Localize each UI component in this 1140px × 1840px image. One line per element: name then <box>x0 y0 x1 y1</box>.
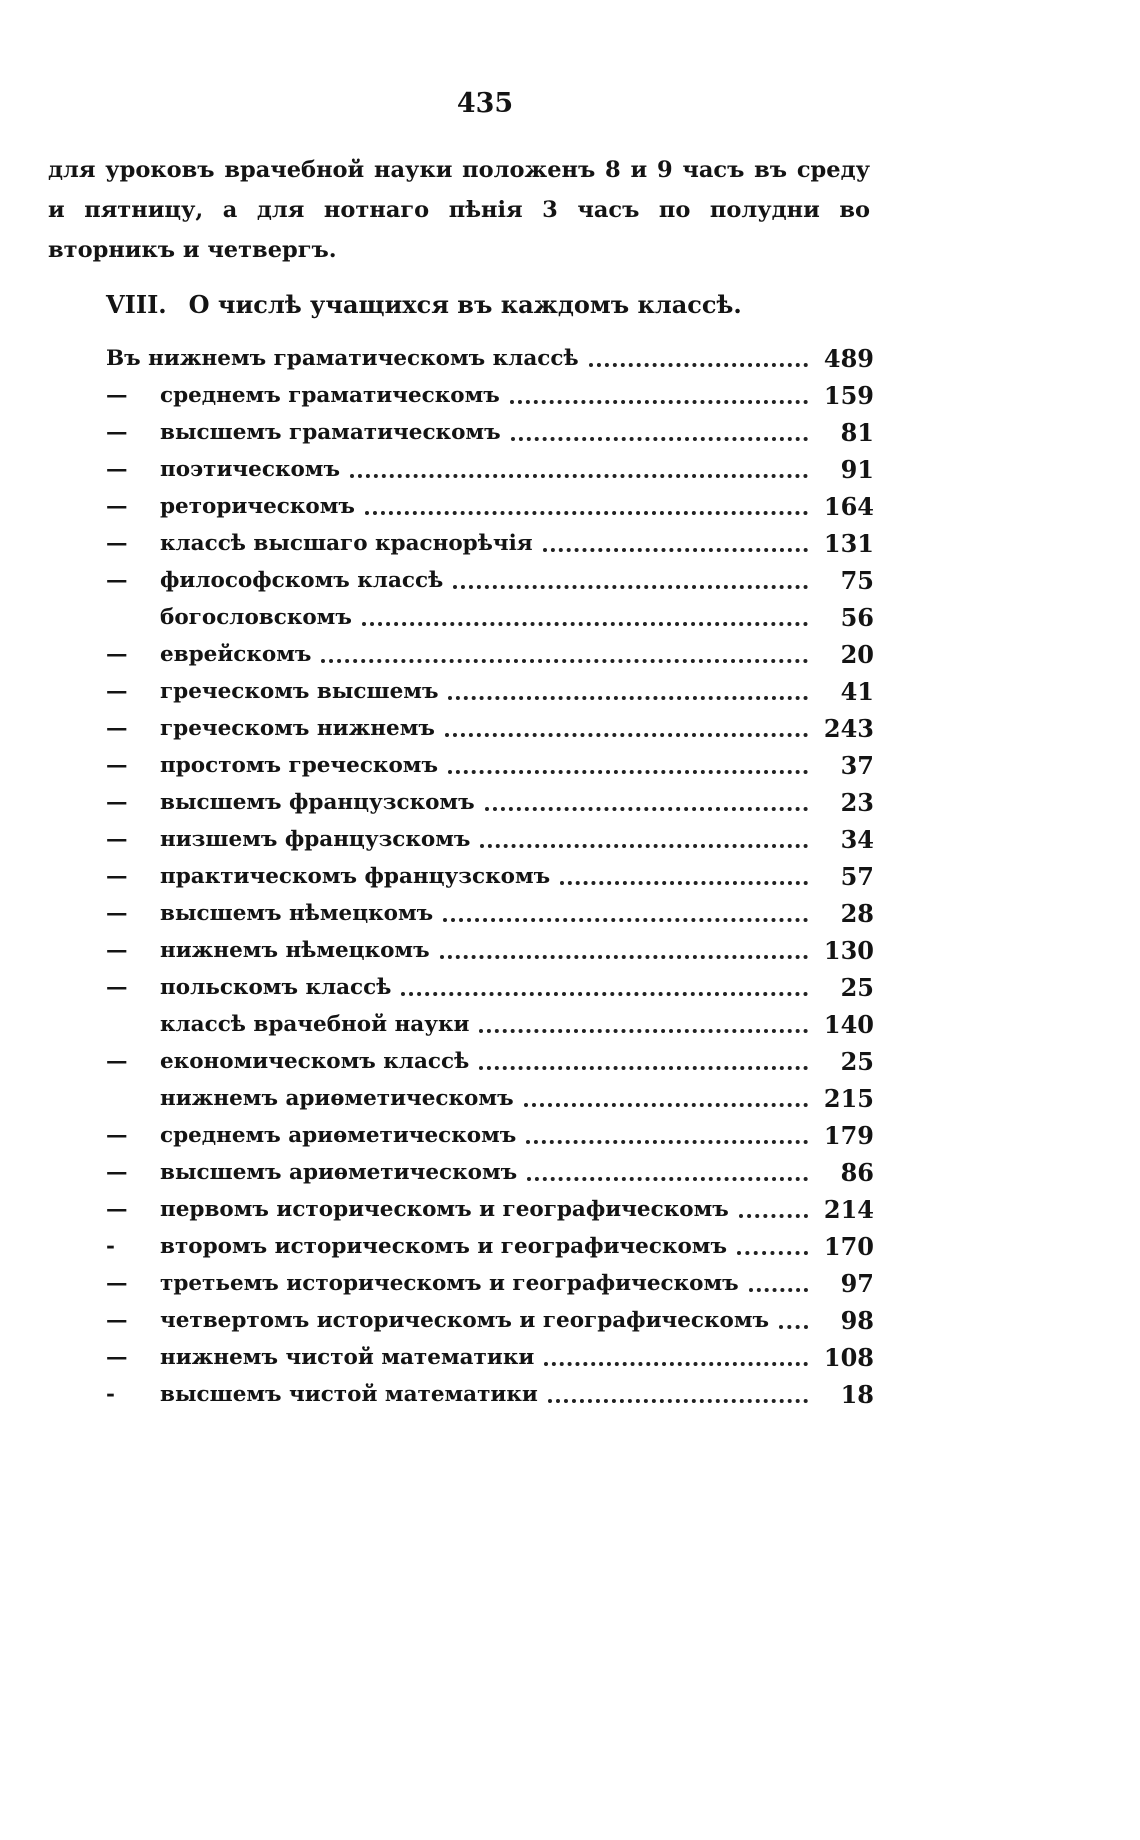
student-count: 130 <box>823 936 874 965</box>
row-dash: — <box>106 1197 128 1222</box>
enrollment-row <box>106 340 874 377</box>
class-name: еврейскомъ <box>160 642 312 667</box>
class-name: нижнемъ нѣмецкомъ <box>160 938 430 963</box>
class-name: греческомъ нижнемъ <box>160 716 435 741</box>
section-title: О числѣ учащихся въ каждомъ классѣ. <box>188 290 742 319</box>
enrollment-row <box>106 1265 874 1302</box>
class-name: низшемъ французскомъ <box>160 827 471 852</box>
enrollment-row <box>106 1080 874 1117</box>
row-dash: — <box>106 1123 128 1148</box>
row-dash: — <box>106 383 128 408</box>
dot-leader <box>548 1399 808 1403</box>
class-name: высшемъ нѣмецкомъ <box>160 901 434 926</box>
student-count: 214 <box>823 1195 874 1224</box>
class-name: поэтическомъ <box>160 457 340 482</box>
row-dash: — <box>106 1308 128 1333</box>
enrollment-row <box>106 932 874 969</box>
class-name: практическомъ французскомъ <box>160 864 551 889</box>
student-count: 25 <box>840 1047 874 1076</box>
student-count: 179 <box>823 1121 874 1150</box>
class-name: четвертомъ историческомъ и географическомъ <box>160 1308 770 1333</box>
class-name: второмъ историческомъ и географическомъ <box>160 1234 727 1259</box>
student-count: 37 <box>840 751 874 780</box>
enrollment-row <box>106 1117 874 1154</box>
dot-leader <box>350 474 808 478</box>
enrollment-row <box>106 895 874 932</box>
enrollment-row <box>106 1154 874 1191</box>
enrollment-row <box>106 1043 874 1080</box>
row-dash: — <box>106 1160 128 1185</box>
dot-leader <box>485 807 808 811</box>
dot-leader <box>401 992 808 996</box>
student-count: 23 <box>840 788 874 817</box>
class-name: греческомъ высшемъ <box>160 679 439 704</box>
enrollment-row <box>106 784 874 821</box>
row-dash: — <box>106 864 128 889</box>
dot-leader <box>445 733 808 737</box>
dot-leader <box>443 918 808 922</box>
student-count: 215 <box>823 1084 874 1113</box>
class-name: третьемъ историческомъ и географическомъ <box>160 1271 739 1296</box>
dot-leader <box>527 1177 808 1181</box>
student-count: 56 <box>840 603 874 632</box>
student-count: 91 <box>840 455 874 484</box>
student-count: 170 <box>823 1232 874 1261</box>
student-count: 140 <box>823 1010 874 1039</box>
section-number: VIII. <box>106 290 167 319</box>
dot-leader <box>479 1029 808 1033</box>
row-dash: — <box>106 679 128 704</box>
class-name: економическомъ классѣ <box>160 1049 470 1074</box>
class-name: нижнемъ чистой математики <box>160 1345 535 1370</box>
enrollment-row <box>106 710 874 747</box>
enrollment-row <box>106 1302 874 1339</box>
dot-leader <box>739 1214 808 1218</box>
row-dash: — <box>106 790 128 815</box>
dot-leader <box>365 511 808 515</box>
class-name: высшемъ чистой математики <box>160 1382 538 1407</box>
dot-leader <box>543 548 808 552</box>
class-name: философскомъ классѣ <box>160 568 444 593</box>
dot-leader <box>511 437 808 441</box>
enrollment-row <box>106 414 874 451</box>
row-dash: — <box>106 938 128 963</box>
row-dash: — <box>106 1271 128 1296</box>
row-dash: — <box>106 1049 128 1074</box>
enrollment-row <box>106 1006 874 1043</box>
student-count: 81 <box>840 418 874 447</box>
class-name: классѣ высшаго краснорѣчія <box>160 531 533 556</box>
student-count: 97 <box>840 1269 874 1298</box>
enrollment-row <box>106 488 874 525</box>
student-count: 34 <box>840 825 874 854</box>
dot-leader <box>510 400 808 404</box>
class-name: высшемъ ариѳметическомъ <box>160 1160 518 1185</box>
enrollment-list <box>106 340 874 1413</box>
enrollment-row <box>106 969 874 1006</box>
row-dash: — <box>106 457 128 482</box>
page-number: 435 <box>456 88 514 119</box>
class-name: польскомъ классѣ <box>160 975 392 1000</box>
enrollment-row <box>106 1191 874 1228</box>
enrollment-row <box>106 377 874 414</box>
row-dash: - <box>106 1382 115 1407</box>
row-dash: — <box>106 531 128 556</box>
dot-leader <box>524 1103 808 1107</box>
row-dash: — <box>106 642 128 667</box>
dot-leader <box>589 363 808 367</box>
student-count: 164 <box>823 492 874 521</box>
row-dash: — <box>106 420 128 445</box>
row-dash: — <box>106 753 128 778</box>
class-name: первомъ историческомъ и географическомъ <box>160 1197 729 1222</box>
dot-leader <box>448 696 808 700</box>
dot-leader <box>737 1251 808 1255</box>
dot-leader <box>448 770 808 774</box>
student-count: 131 <box>823 529 874 558</box>
enrollment-row <box>106 636 874 673</box>
student-count: 489 <box>823 344 874 373</box>
student-count: 98 <box>840 1306 874 1335</box>
class-name: среднемъ граматическомъ <box>160 383 500 408</box>
dot-leader <box>779 1325 808 1329</box>
dot-leader <box>479 1066 808 1070</box>
enrollment-row <box>106 599 874 636</box>
enrollment-row <box>106 451 874 488</box>
row-dash: — <box>106 1345 128 1370</box>
class-name: высшемъ граматическомъ <box>160 420 501 445</box>
section-heading <box>106 290 866 319</box>
body-paragraph: для уроковъ врачебной науки положенъ 8 и 9 часъ въ среду и пятницу, а для нотнаго пѣнія 3 часъ по полудни во вторникъ и четвергъ. <box>48 157 870 263</box>
student-count: 243 <box>823 714 874 743</box>
student-count: 75 <box>840 566 874 595</box>
row-dash: — <box>106 716 128 741</box>
class-name: реторическомъ <box>160 494 355 519</box>
enrollment-row <box>106 747 874 784</box>
row-dash: — <box>106 827 128 852</box>
dot-leader <box>453 585 808 589</box>
student-count: 57 <box>840 862 874 891</box>
dot-leader <box>749 1288 808 1292</box>
enrollment-row <box>106 1228 874 1265</box>
enrollment-row <box>106 525 874 562</box>
student-count: 41 <box>840 677 874 706</box>
dot-leader <box>544 1362 808 1366</box>
dot-leader <box>440 955 808 959</box>
student-count: 20 <box>840 640 874 669</box>
class-name: простомъ греческомъ <box>160 753 438 778</box>
row-dash: - <box>106 1234 115 1259</box>
enrollment-row <box>106 1339 874 1376</box>
student-count: 18 <box>840 1380 874 1409</box>
class-name: среднемъ ариѳметическомъ <box>160 1123 517 1148</box>
row-dash: — <box>106 568 128 593</box>
enrollment-row <box>106 821 874 858</box>
dot-leader <box>480 844 808 848</box>
enrollment-row <box>106 673 874 710</box>
class-name: классѣ врачебной науки <box>160 1012 470 1037</box>
enrollment-row <box>106 1376 874 1413</box>
row-dash: — <box>106 901 128 926</box>
enrollment-row <box>106 858 874 895</box>
dot-leader <box>526 1140 808 1144</box>
class-name: высшемъ французскомъ <box>160 790 475 815</box>
row-dash: — <box>106 494 128 519</box>
class-name: нижнемъ ариѳметическомъ <box>160 1086 514 1111</box>
student-count: 86 <box>840 1158 874 1187</box>
row-dash: — <box>106 975 128 1000</box>
dot-leader <box>362 622 808 626</box>
student-count: 108 <box>823 1343 874 1372</box>
class-name: Въ нижнемъ граматическомъ классѣ <box>106 346 579 371</box>
dot-leader <box>321 659 808 663</box>
enrollment-row <box>106 562 874 599</box>
student-count: 159 <box>823 381 874 410</box>
class-name: богословскомъ <box>160 605 352 630</box>
dot-leader <box>560 881 808 885</box>
student-count: 25 <box>840 973 874 1002</box>
student-count: 28 <box>840 899 874 928</box>
